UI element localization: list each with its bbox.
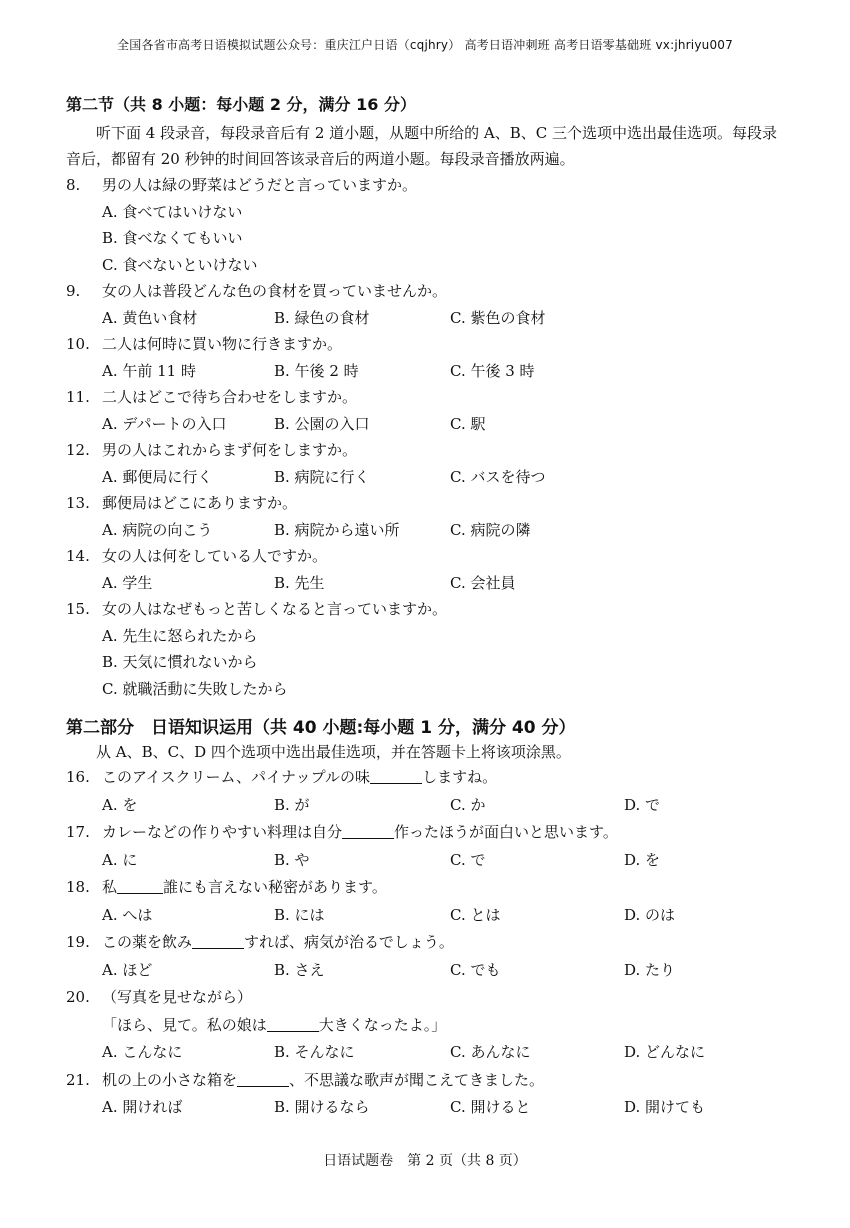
question-text: 男の人はこれからまず何をしますか。 <box>102 441 358 459</box>
question-number: 14. <box>66 547 90 565</box>
question-text: 女の人はなぜもっと苦しくなると言っていますか。 <box>102 600 448 618</box>
option-a: A. 郵便局に行く <box>102 467 213 486</box>
answer-blank <box>370 767 422 784</box>
question-text: 男の人は緑の野菜はどうだと言っていますか。 <box>102 176 418 194</box>
option-b: B. や <box>274 850 310 869</box>
exam-content <box>66 94 786 1122</box>
option-b: B. さえ <box>274 960 325 979</box>
question-number: 15. <box>66 600 90 618</box>
section-title: 第二节（共 8 小题：每小题 2 分，满分 16 分） <box>66 95 416 114</box>
answer-blank <box>237 1070 289 1087</box>
option-c: C. バスを待つ <box>450 467 546 486</box>
question-number: 12. <box>66 441 90 459</box>
option-a: A. 黄色い食材 <box>102 308 198 327</box>
question-10 <box>66 331 786 358</box>
question-11 <box>66 384 786 411</box>
question-number: 21. <box>66 1070 90 1089</box>
answer-blank <box>342 822 394 839</box>
option-a: A. を <box>102 795 138 814</box>
question-number: 18. <box>66 878 90 896</box>
option-b: B. 公園の入口 <box>274 414 370 433</box>
option-c: C. 食べないといけない <box>102 255 258 274</box>
option-a: A. 開ければ <box>102 1098 183 1116</box>
option-a: A. ほど <box>102 960 153 979</box>
options-row <box>66 1039 786 1067</box>
question-14 <box>66 543 786 570</box>
question-number: 9. <box>66 282 81 300</box>
question-text: 机の上の小さな箱を 、不思議な歌声が聞こえてきました。 <box>102 1070 545 1089</box>
question-number: 16. <box>66 768 90 786</box>
question-20 <box>66 984 786 1012</box>
question-9 <box>66 278 786 305</box>
option-c: C. とは <box>450 905 501 924</box>
options-row <box>66 1094 786 1122</box>
option-a: A. デパートの入口 <box>102 414 227 433</box>
answer-blank <box>267 1015 319 1032</box>
part-instruction: 从 A、B、C、D 四个选项中选出最佳选项，并在答题卡上将该项涂黑。 <box>96 743 571 761</box>
question-15 <box>66 596 786 623</box>
options-row <box>66 792 786 820</box>
option-b: B. 先生 <box>274 573 325 592</box>
options-row <box>66 570 786 597</box>
option-a: A. へは <box>102 905 153 924</box>
question-text: この薬を飲み すれば、病気が治るでしょう。 <box>102 933 454 951</box>
question-number: 13. <box>66 494 90 512</box>
option-d: D. たり <box>624 960 676 979</box>
question-number: 10. <box>66 335 90 353</box>
option-b: B. 午後 2 時 <box>274 361 359 380</box>
question-text: このアイスクリーム、パイナップルの味 しますね。 <box>102 768 498 786</box>
option-a: A. 病院の向こう <box>102 520 213 539</box>
option-c: C. 会社員 <box>450 573 516 592</box>
option-d: D. を <box>624 850 661 869</box>
option-c: C. 紫色の食材 <box>450 308 546 327</box>
option-c: C. か <box>450 795 486 814</box>
options-row <box>66 517 786 544</box>
option-b: B. 開けるなら <box>274 1098 370 1116</box>
options-row <box>66 464 786 491</box>
question-18 <box>66 874 786 902</box>
question-text: 私 誰にも言えない秘密があります。 <box>102 878 387 896</box>
option-c: C. 就職活動に失敗したから <box>102 679 288 698</box>
option-a: A. 学生 <box>102 573 153 592</box>
option-b: B. が <box>274 795 310 814</box>
option-d: D. 開けても <box>624 1098 706 1116</box>
question-number: 19. <box>66 933 90 951</box>
question-number: 11. <box>66 388 90 406</box>
question-16 <box>66 764 786 792</box>
options-row <box>66 847 786 875</box>
option-c: C. で <box>450 850 486 869</box>
question-number: 8. <box>66 176 81 194</box>
page-footer: 日语试题卷 第 2 页（共 8 页） <box>323 1153 527 1169</box>
question-19 <box>66 929 786 957</box>
option-b: B. そんなに <box>274 1043 355 1061</box>
option-d: D. で <box>624 795 661 814</box>
option-a: A. 先生に怒られたから <box>102 626 258 645</box>
option-b: B. 食べなくてもいい <box>102 229 243 247</box>
question-number: 17. <box>66 823 90 841</box>
options-row <box>66 957 786 985</box>
options-row <box>66 358 786 385</box>
part-title: 第二部分 日语知识运用（共 40 小题:每小题 1 分，满分 40 分） <box>66 718 576 738</box>
option-c: C. でも <box>450 960 501 979</box>
question-text: 女の人は普段どんな色の食材を買っていませんか。 <box>102 282 448 300</box>
option-b: B. 病院に行く <box>274 467 370 486</box>
question-8 <box>66 172 786 199</box>
option-a: A. こんなに <box>102 1043 183 1061</box>
option-b: B. 病院から遠い所 <box>274 520 400 539</box>
question-21 <box>66 1067 786 1095</box>
question-text: 女の人は何をしている人ですか。 <box>102 547 328 565</box>
question-20-line2 <box>66 1012 786 1040</box>
question-12 <box>66 437 786 464</box>
question-text: 郵便局はどこにありますか。 <box>102 494 298 512</box>
question-text: （写真を見せながら） <box>102 988 253 1006</box>
question-number: 20. <box>66 988 90 1006</box>
option-c: C. あんなに <box>450 1043 531 1061</box>
options-row <box>66 411 786 438</box>
option-a: A. に <box>102 850 138 869</box>
option-d: D. のは <box>624 905 676 924</box>
question-text: 二人は何時に買い物に行きますか。 <box>102 335 343 353</box>
page-header: 全国各省市高考日语模拟试题公众号：重庆江户日语（cqjhry） 高考日语冲刺班 高考日语零基础班 vx:jhriyu007 <box>117 38 733 52</box>
question-text: 二人はどこで待ち合わせをしますか。 <box>102 388 358 406</box>
option-b: B. 天気に慣れないから <box>102 653 258 671</box>
question-text: カレーなどの作りやすい料理は自分 作ったほうが面白いと思います。 <box>102 823 618 841</box>
answer-blank <box>192 932 244 949</box>
option-c: C. 午後 3 時 <box>450 361 535 380</box>
option-c: C. 開けると <box>450 1098 531 1116</box>
option-b: B. には <box>274 905 325 924</box>
section-instruction: 听下面 4 段录音，每段录音后有 2 道小题，从题中所给的 A、B、C 三个选项中选出最佳选项。每段录音后，都留有 20 秒钟的时间回答该录音后的两道小题。每段录音播放两遍。 <box>66 124 778 168</box>
options-row <box>66 305 786 332</box>
answer-blank <box>117 877 163 894</box>
option-b: B. 緑色の食材 <box>274 308 370 327</box>
option-a: A. 食べてはいけない <box>102 202 243 221</box>
option-c: C. 病院の隣 <box>450 520 531 539</box>
question-17 <box>66 819 786 847</box>
question-13 <box>66 490 786 517</box>
option-a: A. 午前 11 時 <box>102 361 196 380</box>
option-c: C. 駅 <box>450 414 486 433</box>
options-row <box>66 902 786 930</box>
part2-questions <box>66 764 786 1122</box>
option-d: D. どんなに <box>624 1043 706 1061</box>
question-text: 「ほら、見て。私の娘は 大きくなったよ。」 <box>102 1015 447 1034</box>
